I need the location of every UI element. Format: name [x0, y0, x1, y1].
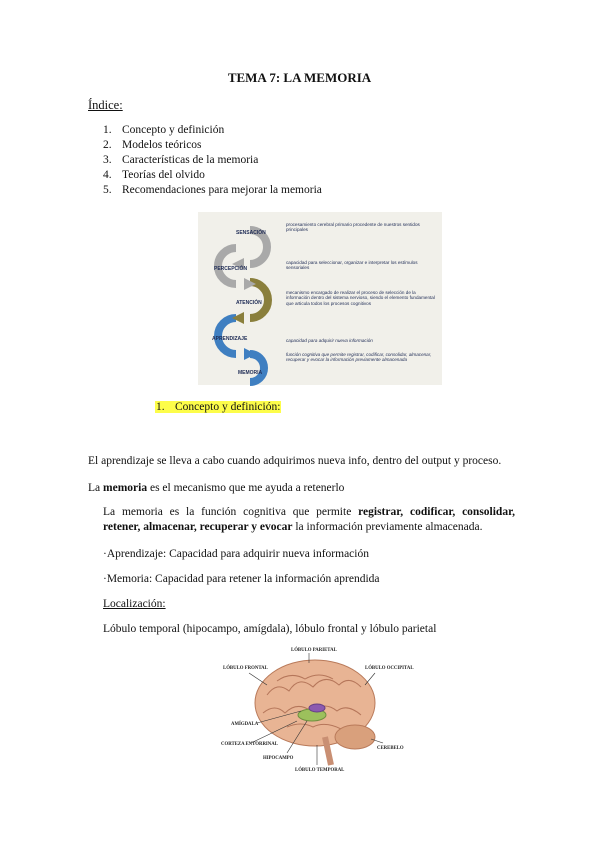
index-heading: Índice:: [88, 98, 123, 112]
desc-sensacion: procesamiento cerebral primario procedente de nuestros sentidos principales: [286, 222, 420, 233]
paragraph-localizacion: Lóbulo temporal (hipocampo, amígdala), lóbulo frontal y lóbulo parietal: [103, 623, 437, 635]
toc-number: 3.: [103, 154, 112, 166]
desc-aprendizaje: capacidad para adquirir nueva información: [286, 338, 373, 343]
toc-number: 5.: [103, 184, 112, 196]
section-heading: [155, 401, 281, 413]
brain-diagram: [217, 645, 414, 773]
label-parietal: LÓBULO PARIETAL: [291, 648, 337, 653]
toc-item: [103, 153, 322, 168]
bold-verbs: registrar, codificar, consolidar, retener, almacenar, recuperar y evocar: [103, 506, 516, 533]
stage-label: ATENCIÓN: [236, 300, 262, 306]
toc-text: Teorías del olvido: [122, 169, 205, 181]
toc-item: [103, 183, 322, 198]
memory-cycle-svg: [198, 212, 442, 385]
toc-number: 1.: [103, 124, 112, 136]
paragraph-aprendizaje: El aprendizaje se lleva a cabo cuando adquirimos nueva info, dentro del output y proceso.: [88, 455, 502, 467]
text-run: es el mecanismo que me ayuda a retenerlo: [147, 482, 345, 494]
localizacion-heading: Localización:: [103, 598, 166, 610]
label-hipocampo: HIPOCAMPO: [263, 756, 294, 761]
toc-text: Modelos teóricos: [122, 139, 202, 151]
stage-label: MEMORIA: [238, 370, 263, 376]
memory-cycle-diagram: [198, 212, 442, 385]
toc-number: 2.: [103, 139, 112, 151]
toc-item: [103, 138, 322, 153]
stage-label: APRENDIZAJE: [212, 336, 248, 342]
paragraph-definition: [103, 505, 515, 535]
toc-number: 4.: [103, 169, 112, 181]
cerebellum-shape: [335, 725, 375, 749]
text-run: La memoria es la función cognitiva que permite: [103, 506, 359, 518]
desc-percepcion: capacidad para seleccionar, organizar e interpretar los estímulos sensoriales: [286, 260, 418, 271]
toc-item: [103, 123, 322, 138]
arrowhead-3: [232, 312, 244, 324]
section-title: Concepto y definición:: [175, 401, 281, 413]
page-title: TEMA 7: LA MEMORIA: [227, 70, 372, 85]
bold-term: memoria: [103, 482, 148, 494]
desc-atencion: mecanismo encargado de realizar el proceso de selección de la información dentro del sistema nervioso, siendo el elemento fundamental que articula todos los procesos cognitivos: [286, 290, 435, 306]
bullet-memoria: ·Memoria: Capacidad para retener la información aprendida: [103, 573, 380, 585]
brain-svg: [217, 645, 414, 773]
stage-label: PERCEPCIÓN: [214, 266, 248, 272]
toc-text: Concepto y definición: [122, 124, 225, 136]
desc-memoria: función cognitiva que permite registrar, codificar, consolidar, almacenar, recuperar y evocar la información previamente almacenada: [286, 352, 432, 363]
text-run: la información previamente almacenada.: [292, 521, 483, 533]
label-occipital: LÓBULO OCCIPITAL: [365, 666, 414, 671]
amygdala-shape: [309, 704, 325, 712]
bullet-aprendizaje: ·Aprendizaje: Capacidad para adquirir nueva información: [103, 548, 369, 560]
label-frontal: LÓBULO FRONTAL: [223, 666, 268, 671]
text-run: La: [88, 482, 104, 494]
label-cerebelo: CEREBELO: [377, 746, 404, 751]
table-of-contents: [103, 123, 322, 198]
arc-memoria: [250, 354, 264, 382]
paragraph-memoria: [88, 481, 344, 496]
toc-text: Recomendaciones para mejorar la memoria: [122, 184, 322, 196]
stage-label: SENSACIÓN: [236, 230, 266, 236]
toc-text: Características de la memoria: [122, 154, 259, 166]
label-amigdala: AMÍGDALA: [231, 722, 259, 727]
toc-item: [103, 168, 322, 183]
label-temporal: LÓBULO TEMPORAL: [295, 768, 345, 773]
section-number: 1.: [156, 401, 165, 413]
label-corteza: CORTEZA ENTORRINAL: [221, 742, 278, 747]
